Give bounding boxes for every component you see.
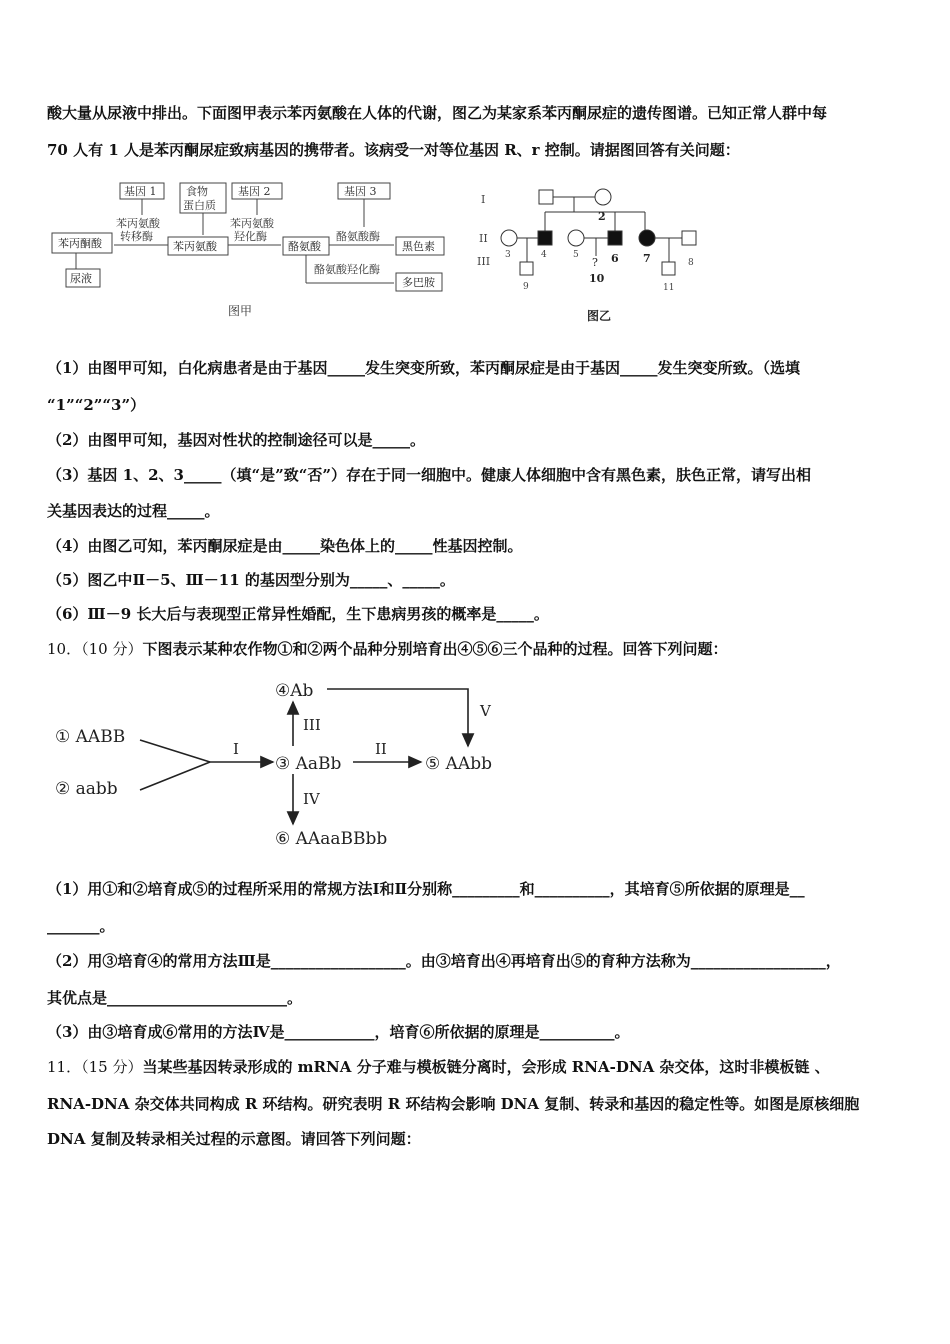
q11-line-1 [47, 1057, 907, 1077]
gen-label-1: I [481, 193, 486, 206]
enzyme1-label: 苯丙氨酸 [116, 217, 160, 230]
intro-line-1: 酸大量从尿液中排出。下面图甲表示苯丙氨酸在人体的代谢，图乙为某家系苯丙酮尿症的遗传图谱。已知正常人群中每 [47, 104, 828, 122]
gen-label-3: III [477, 255, 491, 268]
svg-text:酪氨酸: 酪氨酸 [288, 240, 321, 253]
food-box [180, 183, 226, 213]
figure-jia [40, 175, 460, 325]
q9-item-1b: “1”“2”“3”） [47, 396, 146, 414]
gene2-box [232, 183, 282, 199]
cross-line-1 [140, 740, 210, 762]
figure-jia-caption: 图甲 [228, 304, 253, 318]
cross-line-2 [140, 762, 210, 790]
urine-box [66, 269, 100, 287]
pedigree-ii5-female [568, 230, 584, 246]
pku-box [52, 233, 112, 253]
melanin-box [396, 237, 444, 255]
method-i-label: I [233, 740, 239, 758]
pedigree-id-8: 8 [688, 258, 694, 268]
pedigree-ii7-affected-female [639, 230, 655, 246]
svg-text:苯丙氨酸: 苯丙氨酸 [173, 240, 217, 253]
node-5-aabb: ⑤ AAbb [425, 754, 492, 774]
node-2-aabb: ② aabb [55, 779, 118, 799]
svg-text:蛋白质: 蛋白质 [183, 199, 216, 212]
method-v-label: V [480, 702, 491, 720]
q9-item-2: （2）由图甲可知，基因对性状的控制途径可以是_____。 [47, 431, 425, 449]
pedigree-id-7: 7 [643, 252, 651, 265]
pedigree-id-4: 4 [541, 250, 547, 260]
q10-item-2a: （2）用③培育④的常用方法Ⅲ是__________________。由③培育出④再培育出⑤的育种方法称为__________________， [47, 952, 841, 970]
pedigree-ii8-male [682, 231, 696, 245]
figure-yi-caption: 图乙 [587, 309, 612, 323]
svg-text:尿液: 尿液 [70, 272, 92, 285]
q10-item-2b: 其优点是________________________。 [47, 989, 303, 1007]
q10-stem [47, 639, 907, 659]
tyr-hydroxylase-label: 酪氨酸羟化酶 [314, 263, 380, 276]
pedigree-id-3: 3 [505, 250, 511, 260]
enzyme2-label: 苯丙氨酸 [230, 217, 274, 230]
svg-text:多巴胺: 多巴胺 [402, 276, 435, 289]
q9-item-6: （6）Ⅲ－9 长大后与表现型正常异性婚配，生下患病男孩的概率是_____。 [47, 605, 549, 623]
node-1-aabb: ① AABB [55, 727, 126, 747]
svg-text:食物: 食物 [186, 185, 208, 198]
q9-item-1a: （1）由图甲可知，白化病患者是由于基因_____发生突变所致，苯丙酮尿症是由于基因_____发生突变所致。（选填 [47, 359, 800, 377]
arrow-v [327, 689, 468, 746]
gene1-box [120, 183, 164, 199]
pedigree-id-6: 6 [611, 252, 619, 265]
q11-line-1-text: 当某些基因转录形成的 mRNA 分子难与模板链分离时，会形成 RNA-DNA 杂交体，这时非模板链 、 [142, 1058, 830, 1076]
method-iv-label: IV [303, 790, 320, 808]
enzyme1-label-2: 转移酶 [120, 230, 153, 243]
q9-item-3a: （3）基因 1、2、3_____（填“是”致“否”）存在于同一细胞中。健康人体细胞中含有黑色素，肤色正常，请写出相 [47, 466, 811, 484]
q9-item-4: （4）由图乙可知，苯丙酮尿症是由_____染色体上的_____性基因控制。 [47, 537, 523, 555]
tyrosinase-label: 酪氨酸酶 [336, 230, 380, 243]
pedigree-iii9-male [520, 262, 533, 275]
pedigree-id-2: 2 [598, 210, 606, 223]
svg-text:基因 1: 基因 1 [124, 185, 157, 198]
enzyme2-label-2: 羟化酶 [234, 230, 267, 243]
pedigree-ii6-affected-male [608, 231, 622, 245]
tyr-box [283, 237, 329, 255]
pedigree-iii11-male [662, 262, 675, 275]
q9-item-3b: 关基因表达的过程_____。 [47, 502, 220, 520]
q11-line-2: RNA-DNA 杂交体共同构成 R 环结构。研究表明 R 环结构会影响 DNA 复制、转录和基因的稳定性等。如图是原核细胞 [47, 1095, 860, 1113]
pedigree-id-11: 11 [663, 283, 675, 293]
pedigree-id-5: 5 [573, 250, 579, 260]
pedigree-ii3-female [501, 230, 517, 246]
q11-number: 11． [47, 1058, 82, 1076]
svg-text:苯丙酮酸: 苯丙酮酸 [58, 237, 102, 250]
q11-line-3: DNA 复制及转录相关过程的示意图。请回答下列问题： [47, 1130, 421, 1148]
method-ii-label: II [375, 740, 387, 758]
svg-text:基因 2: 基因 2 [238, 185, 271, 198]
pedigree-ii4-affected-male [538, 231, 552, 245]
pedigree-id-10: 10 [589, 272, 605, 285]
q10-number: 10． [47, 640, 82, 658]
gene3-box [338, 183, 390, 199]
q10-score: （10 分） [81, 640, 143, 658]
q10-item-1a: （1）用①和②培育成⑤的过程所采用的常规方法Ⅰ和Ⅱ分别称_________和__________，其培育⑤所依据的原理是__ [47, 880, 805, 898]
node-6-aaaabbbb: ⑥ AAaaBBbb [275, 829, 388, 849]
q9-item-5: （5）图乙中Ⅱ－5、Ⅲ－11 的基因型分别为_____、_____。 [47, 571, 455, 589]
pedigree-unknown-mark: ? [592, 256, 598, 269]
intro-line-2: 70 人有 1 人是苯丙酮尿症致病基因的携带者。该病受一对等位基因 R、r 控制。请据图回答有关问题： [47, 141, 740, 159]
pedigree-id-9: 9 [523, 282, 529, 292]
pedigree-i2-female [595, 189, 611, 205]
node-3-aabb: ③ AaBb [275, 754, 342, 774]
pedigree-i1-male [539, 190, 553, 204]
node-4-ab: ④Ab [275, 681, 314, 701]
phe-box [168, 237, 228, 255]
figure-yi-pedigree [475, 170, 715, 330]
gen-label-2: II [479, 232, 488, 245]
q10-item-3: （3）由③培育成⑥常用的方法Ⅳ是____________，培育⑥所依据的原理是__________。 [47, 1023, 630, 1041]
svg-text:基因 3: 基因 3 [344, 185, 377, 198]
method-iii-label: III [303, 716, 321, 734]
q10-item-1b: _______。 [47, 917, 115, 935]
q10-stem-text: 下图表示某种农作物①和②两个品种分别培育出④⑤⑥三个品种的过程。回答下列问题： [142, 640, 728, 658]
svg-text:黑色素: 黑色素 [402, 240, 435, 253]
q11-score: （15 分） [81, 1058, 143, 1076]
dopamine-box [396, 273, 442, 291]
breeding-diagram [45, 672, 525, 862]
